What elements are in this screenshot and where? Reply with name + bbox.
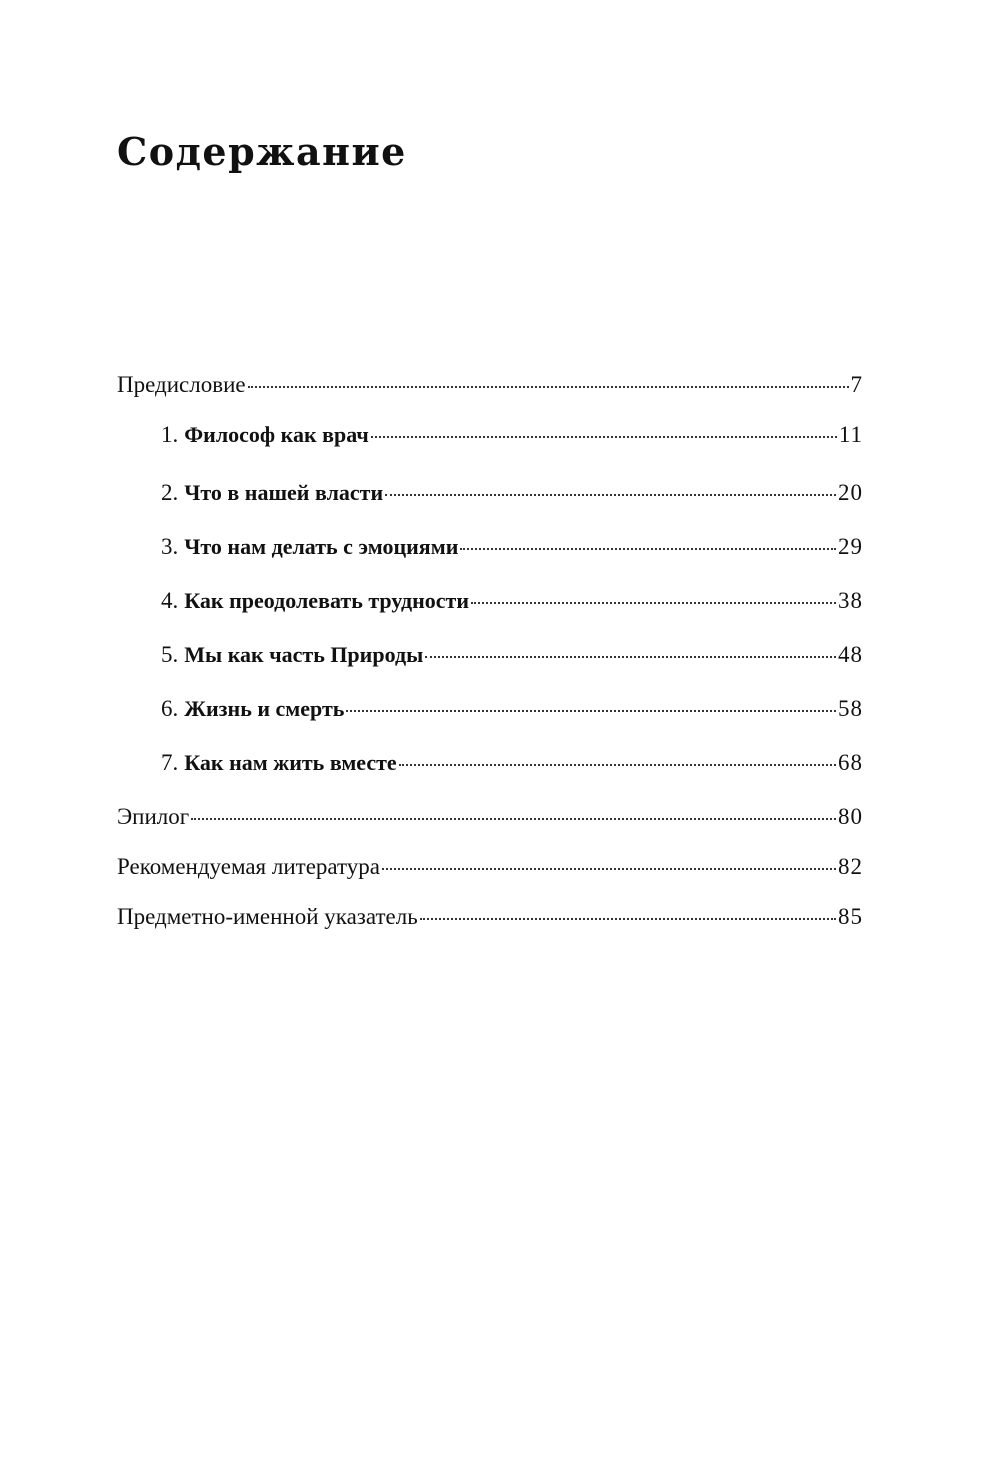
dot-leader [425, 656, 836, 658]
toc-entry-chapter-2[interactable] [117, 480, 863, 534]
chapter-number: 2. [161, 480, 179, 505]
toc-entry-chapter-4[interactable] [117, 588, 863, 642]
toc-entry-preface[interactable] [117, 372, 863, 422]
toc-entry-title: Рекомендуемая литература [117, 854, 380, 879]
dot-leader [346, 710, 836, 712]
toc-page-number: 68 [838, 750, 863, 775]
dot-leader [248, 386, 849, 388]
toc-page-number: 85 [838, 904, 863, 929]
chapter-number: 3. [161, 534, 179, 559]
toc-entry-label [161, 750, 397, 776]
toc-entry-title: Эпилог [117, 804, 190, 829]
toc-entry-epilogue[interactable] [117, 804, 863, 854]
page-title: Содержание [117, 129, 407, 174]
toc-entry-label [117, 904, 418, 930]
toc-entry-title: Как преодолевать трудности [184, 588, 470, 613]
dot-leader [399, 764, 836, 766]
toc-entry-label [161, 422, 369, 448]
toc-entry-label [161, 696, 344, 722]
toc-entry-label [161, 480, 383, 506]
dot-leader [385, 494, 836, 496]
toc-entry-chapter-6[interactable] [117, 696, 863, 750]
toc-entry-index[interactable] [117, 904, 863, 954]
dot-leader [191, 818, 836, 820]
toc-entry-label [161, 588, 469, 614]
chapter-number: 1. [161, 422, 179, 447]
toc-entry-chapter-7[interactable] [117, 750, 863, 804]
toc-entry-title: Жизнь и смерть [184, 696, 345, 721]
dot-leader [460, 548, 836, 550]
toc-entry-label [161, 534, 458, 560]
chapter-number: 5. [161, 642, 179, 667]
chapter-number: 4. [161, 588, 179, 613]
toc-entry-chapter-5[interactable] [117, 642, 863, 696]
toc-page-number: 48 [838, 642, 863, 667]
toc-page-number: 7 [850, 372, 863, 397]
toc-page-number: 80 [838, 804, 863, 829]
toc-entry-title: Что нам делать с эмоциями [184, 534, 459, 559]
toc-entry-title: Предисловие [117, 372, 246, 397]
toc-page-number: 20 [838, 480, 863, 505]
toc-page-number: 82 [838, 854, 863, 879]
dot-leader [471, 602, 836, 604]
toc-entry-label [117, 804, 189, 830]
toc-page-number: 11 [838, 422, 863, 447]
toc-entry-label [117, 854, 380, 880]
table-of-contents [117, 372, 863, 954]
dot-leader [382, 868, 836, 870]
toc-entry-label [161, 642, 423, 668]
toc-entry-title: Что в нашей власти [184, 480, 384, 505]
toc-entry-chapter-3[interactable] [117, 534, 863, 588]
toc-entry-title: Мы как часть Природы [184, 642, 424, 667]
dot-leader [420, 918, 836, 920]
toc-entry-title: Как нам жить вместе [184, 750, 397, 775]
toc-entry-recommended-reading[interactable] [117, 854, 863, 904]
toc-entry-label [117, 372, 246, 398]
toc-entry-chapter-1[interactable] [117, 422, 863, 480]
dot-leader [371, 436, 837, 438]
toc-page-number: 38 [838, 588, 863, 613]
chapter-number: 6. [161, 696, 179, 721]
toc-page-number: 58 [838, 696, 863, 721]
chapter-number: 7. [161, 750, 179, 775]
toc-entry-title: Философ как врач [184, 422, 369, 447]
toc-page-number: 29 [838, 534, 863, 559]
toc-entry-title: Предметно-именной указатель [117, 904, 418, 929]
